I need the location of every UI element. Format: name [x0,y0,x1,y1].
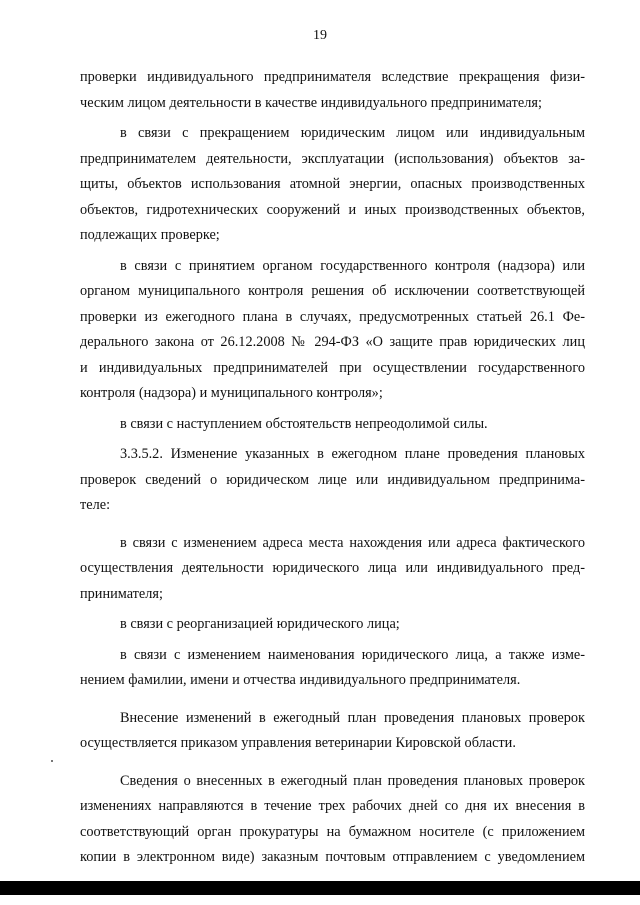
text-line: дерального закона от 26.12.2008 № 294-ФЗ «О защите прав юридических лиц [80,334,585,350]
text-line: нением фамилии, имени и отчества индивидуального предпринимателя. [80,672,521,688]
text-line: в связи с изменением наименования юридического лица, а также изме- [120,646,585,663]
text-line: в связи с изменением адреса места нахождения или адреса фактического [120,534,585,551]
paragraph-9 [80,706,585,757]
paragraph-6 [80,531,585,608]
text-line: щиты, объектов использования атомной энергии, опасных производственных [80,176,585,192]
text-line: ческим лицом деятельности в качестве индивидуального предпринимателя; [80,94,542,111]
text-line: органом муниципального контроля решения об исключении соответствующей [80,283,585,299]
text-line: объектов, гидротехнических сооружений и иных производственных объектов, [80,201,585,218]
text-line: предпринимателем деятельности, эксплуатации (использования) объектов за- [80,150,585,167]
paragraph-3 [80,254,585,407]
text-line: соответствующий орган прокуратуры на бумажном носителе (с приложением [80,823,585,840]
text-line: проверки индивидуального предпринимателя вследствие прекращения физи- [80,69,585,85]
paragraph-1 [80,65,585,116]
text-line: в связи с принятием органом государственного контроля (надзора) или [120,257,585,274]
text-line: осуществляется приказом управления ветеринарии Кировской области. [80,735,516,751]
text-line: в связи с прекращением юридическим лицом или индивидуальным [120,125,585,141]
paragraph-7 [80,612,585,638]
paragraph-2 [80,121,585,249]
text-line: теле: [80,497,111,513]
text-line: проверок сведений о юридическом лице или индивидуальном предпринима- [80,471,585,488]
text-line: копии в электронном виде) заказным почтовым отправлением с уведомлением [80,849,585,865]
scan-bottom-edge [0,881,640,895]
text-line: Внесение изменений в ежегодный план проведения плановых проверок [120,709,585,726]
text-line: и индивидуальных предпринимателей при осуществлении государственного [80,359,585,376]
paragraph-8 [80,643,585,694]
text-line: в связи с реорганизацией юридического лица; [120,616,400,632]
text-line: 3.3.5.2. Изменение указанных в ежегодном плане проведения плановых [120,446,585,462]
text-line: принимателя; [80,585,163,602]
paragraph-4 [80,412,585,438]
text-line: Сведения о внесенных в ежегодный план проведения плановых проверок [120,772,585,789]
text-line: подлежащих проверке; [80,227,220,243]
text-line: проверки из ежегодного плана в случаях, предусмотренных статьей 26.1 Фе- [80,308,585,325]
paragraph-5 [80,442,585,519]
text-line: изменениях направляются в течение трех рабочих дней со дня их внесения в [80,798,585,814]
paragraph-10 [80,769,585,871]
page-number: 19 [313,28,327,43]
text-line: осуществления деятельности юридического лица или индивидуального пред- [80,560,585,576]
document-body [80,65,585,871]
text-line: в связи с наступлением обстоятельств непреодолимой силы. [120,415,488,432]
text-line: контроля (надзора) и муниципального контроля»; [80,385,383,401]
scan-speck [51,760,53,762]
